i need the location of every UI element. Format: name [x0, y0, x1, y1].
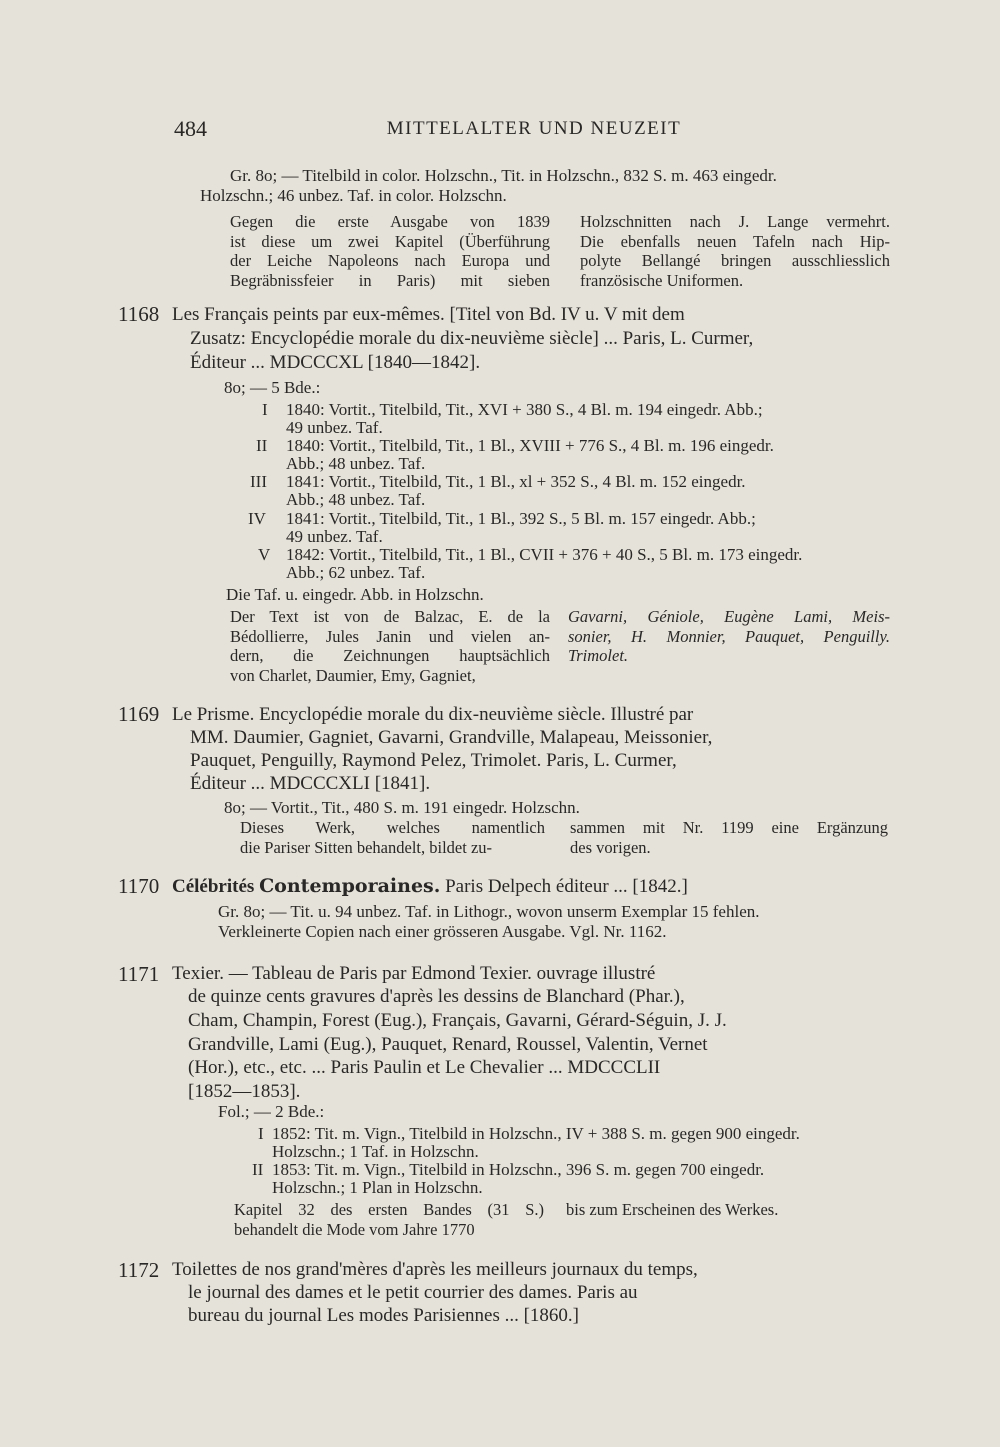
top-note-right	[580, 212, 890, 290]
volume-line: III	[250, 472, 267, 491]
volume-line: IV	[248, 509, 266, 528]
entry-number-1172: 1172	[118, 1258, 160, 1282]
note-line: Holzschnitten nach J. Lange vermehrt.	[580, 212, 890, 231]
note-line: Gegen die erste Ausgabe von 1839	[230, 212, 550, 231]
top-format-line: Holzschn.; 46 unbez. Taf. in color. Holzschn.	[200, 186, 507, 205]
note-line: Der Text ist von de Balzac, E. de la	[230, 607, 550, 626]
note-line: ist diese um zwei Kapitel (Überführung	[230, 231, 550, 251]
note-line: sammen mit Nr. 1199 eine Ergänzung	[570, 818, 888, 837]
volume-line: Holzschn.; 1 Plan in Holzschn.	[272, 1178, 483, 1197]
volume-line: 1842: Vortit., Titelbild, Tit., 1 Bl., CVII + 376 + 40 S., 5 Bl. m. 173 eingedr.	[286, 545, 803, 564]
volume-line: 49 unbez. Taf.	[286, 418, 383, 437]
entry-1168-plates-note: Die Taf. u. eingedr. Abb. in Holzschn.	[226, 585, 484, 604]
entry-number-1169: 1169	[118, 702, 160, 726]
volume-line: 1840: Vortit., Titelbild, Tit., XVI + 380 S., 4 Bl. m. 194 eingedr. Abb.;	[286, 400, 763, 419]
note-line: Bédollierre, Jules Janin und vielen an-	[230, 626, 550, 646]
entry-number-1171: 1171	[118, 962, 160, 986]
entry-1171-format: Fol.; — 2 Bde.:	[218, 1102, 325, 1121]
entry-1170-note: Verkleinerte Copien nach einer grösseren Ausgabe. Vgl. Nr. 1162.	[218, 922, 667, 941]
entry-1172-title-line: bureau du journal Les modes Parisiennes ... [1860.]	[188, 1305, 579, 1326]
entry-1169-note-right	[570, 818, 888, 857]
note-line: Trimolet.	[568, 646, 629, 665]
note-line: des vorigen.	[570, 837, 651, 857]
running-title: MITTELALTER UND NEUZEIT	[386, 118, 682, 139]
entry-1171-title-line: [1852—1853].	[188, 1081, 301, 1102]
entry-1171-title-line: Cham, Champin, Forest (Eug.), Français, Gavarni, Gérard-Séguin, J. J.	[188, 1010, 727, 1031]
volume-line: 1841: Vortit., Titelbild, Tit., 1 Bl., 392 S., 5 Bl. m. 157 eingedr. Abb.;	[286, 509, 756, 528]
volume-line: I	[262, 400, 268, 419]
entry-1168-note-right	[568, 607, 890, 666]
volume-line: Holzschn.; 1 Taf. in Holzschn.	[272, 1142, 479, 1161]
volume-line: 1841: Vortit., Titelbild, Tit., 1 Bl., xl + 352 S., 4 Bl. m. 152 eingedr.	[286, 472, 746, 491]
entry-1168-title-line: Éditeur ... MDCCCXL [1840—1842].	[190, 352, 481, 373]
entry-1170-format: Gr. 8o; — Tit. u. 94 unbez. Taf. in Lithogr., wovon unserm Exemplar 15 fehlen.	[218, 902, 760, 921]
page-header	[174, 116, 894, 146]
entry-1169-title-line: Le Prisme. Encyclopédie morale du dix-neuvième siècle. Illustré par	[172, 704, 694, 725]
note-line: Dieses Werk, welches namentlich	[240, 818, 545, 837]
note-line: bis zum Erscheinen des Werkes.	[566, 1200, 779, 1219]
page-number: 484	[174, 116, 207, 141]
entry-number-1170: 1170	[118, 874, 160, 898]
entry-1168-note-left	[230, 607, 550, 685]
note-line: Gavarni, Géniole, Eugène Lami, Meis-	[568, 607, 890, 626]
volume-line: 1840: Vortit., Titelbild, Tit., 1 Bl., XVIII + 776 S., 4 Bl. m. 196 eingedr.	[286, 436, 774, 455]
entry-1168-title-line: Les Français peints par eux-mêmes. [Titel von Bd. IV u. V mit dem	[172, 304, 685, 325]
entry-1169-note-left	[240, 818, 545, 857]
volume-line: 49 unbez. Taf.	[286, 527, 383, 546]
note-line: sonier, H. Monnier, Pauquet, Penguilly.	[568, 626, 890, 646]
note-line: dern, die Zeichnungen hauptsächlich	[230, 646, 550, 665]
entry-1169-title-line: Éditeur ... MDCCCXLI [1841].	[190, 773, 431, 794]
note-line: von Charlet, Daumier, Emy, Gagniet,	[230, 665, 476, 685]
volume-line: Abb.; 48 unbez. Taf.	[286, 490, 426, 509]
entry-1171-title-line: (Hor.), etc., etc. ... Paris Paulin et Le Chevalier ... MDCCCLII	[188, 1057, 661, 1078]
note-line: Kapitel 32 des ersten Bandes (31 S.)	[234, 1200, 544, 1219]
top-note-left	[230, 212, 550, 290]
entry-1169-format: 8o; — Vortit., Tit., 480 S. m. 191 eingedr. Holzschn.	[224, 798, 580, 817]
entry-1171-title-line: Grandville, Lami (Eug.), Pauquet, Renard, Roussel, Valentin, Vernet	[188, 1034, 708, 1055]
entry-1171-title-line: Texier. — Tableau de Paris par Edmond Texier. ouvrage illustré	[172, 963, 656, 984]
note-line: Begräbnissfeier in Paris) mit sieben	[230, 270, 550, 290]
entry-1171-title-line: de quinze cents gravures d'après les dessins de Blanchard (Phar.),	[188, 986, 685, 1007]
entry-1168-title-line: Zusatz: Encyclopédie morale du dix-neuvième siècle] ... Paris, L. Curmer,	[190, 328, 754, 349]
volume-line: 1852: Tit. m. Vign., Titelbild in Holzschn., IV + 388 S. m. gegen 900 eingedr.	[272, 1124, 800, 1143]
note-line: die Pariser Sitten behandelt, bildet zu-	[240, 837, 493, 857]
volume-line: II	[252, 1160, 264, 1179]
entry-1172-title-line: le journal des dames et le petit courrier des dames. Paris au	[188, 1282, 638, 1303]
entry-1169-title-line: Pauquet, Penguilly, Raymond Pelez, Trimolet. Paris, L. Curmer,	[190, 750, 677, 771]
entry-1171-note-right	[566, 1200, 866, 1220]
title-part: Paris Delpech éditeur ... [1842.]	[445, 876, 688, 897]
volume-line: I	[258, 1124, 264, 1143]
entry-1172-title-line: Toilettes de nos grand'mères d'après les meilleurs journaux du temps,	[172, 1259, 698, 1280]
volume-line: Abb.; 62 unbez. Taf.	[286, 563, 426, 582]
note-line: Die ebenfalls neuen Tafeln nach Hip-	[580, 231, 890, 251]
entry-1168-format: 8o; — 5 Bde.:	[224, 378, 321, 397]
note-line: behandelt die Mode vom Jahre 1770	[234, 1219, 475, 1239]
entry-number-1168: 1168	[118, 302, 160, 326]
entry-1171-note-left	[234, 1200, 544, 1239]
top-format-line: Gr. 8o; — Titelbild in color. Holzschn., Tit. in Holzschn., 832 S. m. 463 eingedr.	[230, 166, 777, 185]
entry-1170-title	[172, 875, 688, 898]
volume-line: V	[258, 545, 271, 564]
volume-line: Abb.; 48 unbez. Taf.	[286, 454, 426, 473]
title-part: Célébrités	[172, 876, 255, 897]
title-part-blackletter: Contemporaines.	[259, 875, 441, 897]
note-line: polyte Bellangé bringen ausschliesslich	[580, 251, 890, 270]
volume-line: II	[256, 436, 268, 455]
volume-line: 1853: Tit. m. Vign., Titelbild in Holzschn., 396 S. m. gegen 700 eingedr.	[272, 1160, 765, 1179]
note-line: der Leiche Napoleons nach Europa und	[230, 251, 550, 270]
entry-1169-title-line: MM. Daumier, Gagniet, Gavarni, Grandville, Malapeau, Meissonier,	[190, 727, 713, 748]
note-line: französische Uniformen.	[580, 270, 744, 290]
